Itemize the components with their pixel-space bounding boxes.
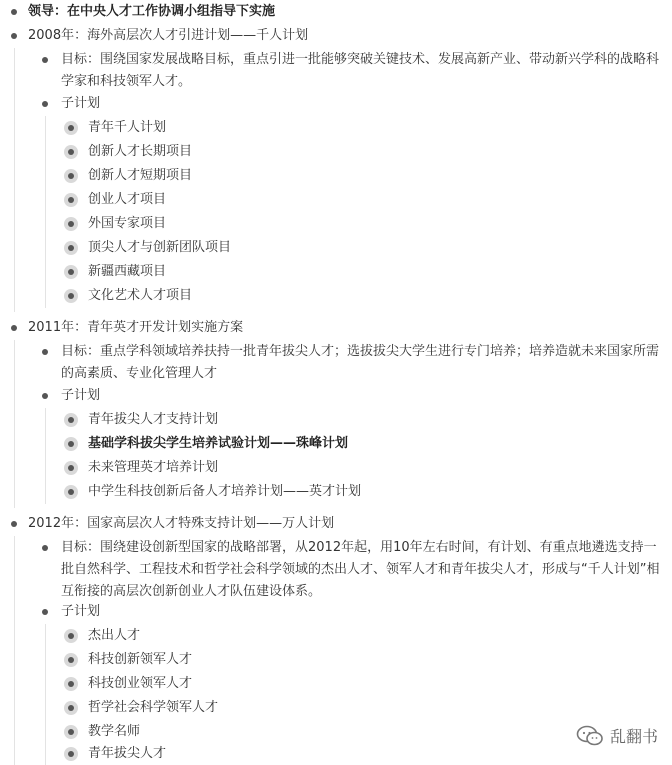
goal-row	[0, 537, 672, 603]
bullet-ring-icon	[64, 413, 78, 427]
indent-guide	[45, 624, 46, 765]
list-item-label: 创新人才短期项目	[88, 168, 193, 183]
list-item-label: 杰出人才	[88, 628, 141, 643]
bullet-ring-icon	[64, 121, 78, 135]
bullet-dot-icon	[11, 325, 17, 331]
list-item-label: 新疆西藏项目	[88, 264, 167, 279]
list-item-label: 外国专家项目	[88, 216, 167, 231]
bullet-ring-icon	[64, 701, 78, 715]
bullet-ring-icon	[64, 289, 78, 303]
bullet-dot-icon	[42, 101, 48, 107]
subplan-label: 子计划	[61, 388, 101, 403]
indent-guide	[45, 116, 46, 308]
subplan-label: 子计划	[61, 604, 101, 619]
bullet-ring-icon	[64, 145, 78, 159]
bullet-ring-icon	[64, 193, 78, 207]
bullet-ring-icon	[64, 677, 78, 691]
list-item-label: 教学名师	[88, 724, 141, 739]
list-item-label: 基础学科拔尖学生培养试验计划——珠峰计划	[88, 436, 349, 451]
bullet-dot-icon	[11, 9, 17, 15]
list-item-label: 科技创业领军人才	[88, 676, 193, 691]
bullet-ring-icon	[64, 217, 78, 231]
bullet-ring-icon	[64, 747, 78, 761]
bullet-dot-icon	[42, 545, 48, 551]
goal-text: 目标：围绕国家发展战略目标，重点引进一批能够突破关键技术、发展高新产业、带动新兴学科的战略科学家和科技领军人才。	[61, 52, 660, 89]
bullet-ring-icon	[64, 169, 78, 183]
bullet-ring-icon	[64, 653, 78, 667]
watermark-text: 乱翻书	[609, 727, 658, 746]
bullet-ring-icon	[64, 485, 78, 499]
indent-guide	[45, 408, 46, 504]
bullet-ring-icon	[64, 725, 78, 739]
goal-text: 目标：重点学科领域培养扶持一批青年拔尖人才；选拔拔尖大学生进行专门培养；培养造就未来国家所需的高素质、专业化管理人才	[61, 344, 660, 381]
bullet-dot-icon	[11, 521, 17, 527]
section-title: 2008年：海外高层次人才引进计划——千人计划	[28, 28, 309, 43]
bullet-ring-icon	[64, 461, 78, 475]
bullet-dot-icon	[42, 349, 48, 355]
wechat-icon	[576, 725, 604, 747]
bullet-ring-icon	[64, 265, 78, 279]
list-item-label: 中学生科技创新后备人才培养计划——英才计划	[88, 484, 362, 499]
bullet-dot-icon	[42, 57, 48, 63]
goal-text: 目标：围绕建设创新型国家的战略部署，从2012年起，用10年左右时间，有计划、有重点地遴选支持一批自然科学、工程技术和哲学社会科学领域的杰出人才、领军人才和青年拔尖人才，形成与“千人计划”相互衔接的高层次创新创业人才队伍建设体系。	[61, 540, 660, 599]
bullet-ring-icon	[64, 437, 78, 451]
list-item-label: 科技创新领军人才	[88, 652, 193, 667]
list-item-label: 顶尖人才与创新团队项目	[88, 240, 232, 255]
list-item-label: 创业人才项目	[88, 192, 167, 207]
list-item-label: 哲学社会科学领军人才	[88, 700, 219, 715]
bullet-dot-icon	[42, 393, 48, 399]
subplan-label: 子计划	[61, 96, 101, 111]
leader-text: 领导：在中央人才工作协调小组指导下实施	[28, 4, 276, 19]
watermark	[576, 724, 658, 747]
list-item-label: 文化艺术人才项目	[88, 288, 193, 303]
list-item-label: 青年千人计划	[88, 120, 167, 135]
list-item-label: 创新人才长期项目	[88, 144, 193, 159]
list-item-label: 青年拔尖人才	[88, 746, 167, 761]
bullet-dot-icon	[42, 609, 48, 615]
goal-row	[0, 49, 672, 93]
bullet-dot-icon	[11, 33, 17, 39]
list-item-label: 未来管理英才培养计划	[88, 460, 219, 475]
goal-row	[0, 341, 672, 385]
list-item-label: 青年拔尖人才支持计划	[88, 412, 219, 427]
section-title: 2011年：青年英才开发计划实施方案	[28, 320, 244, 335]
bullet-ring-icon	[64, 241, 78, 255]
section-title: 2012年：国家高层次人才特殊支持计划——万人计划	[28, 516, 335, 531]
bullet-ring-icon	[64, 629, 78, 643]
